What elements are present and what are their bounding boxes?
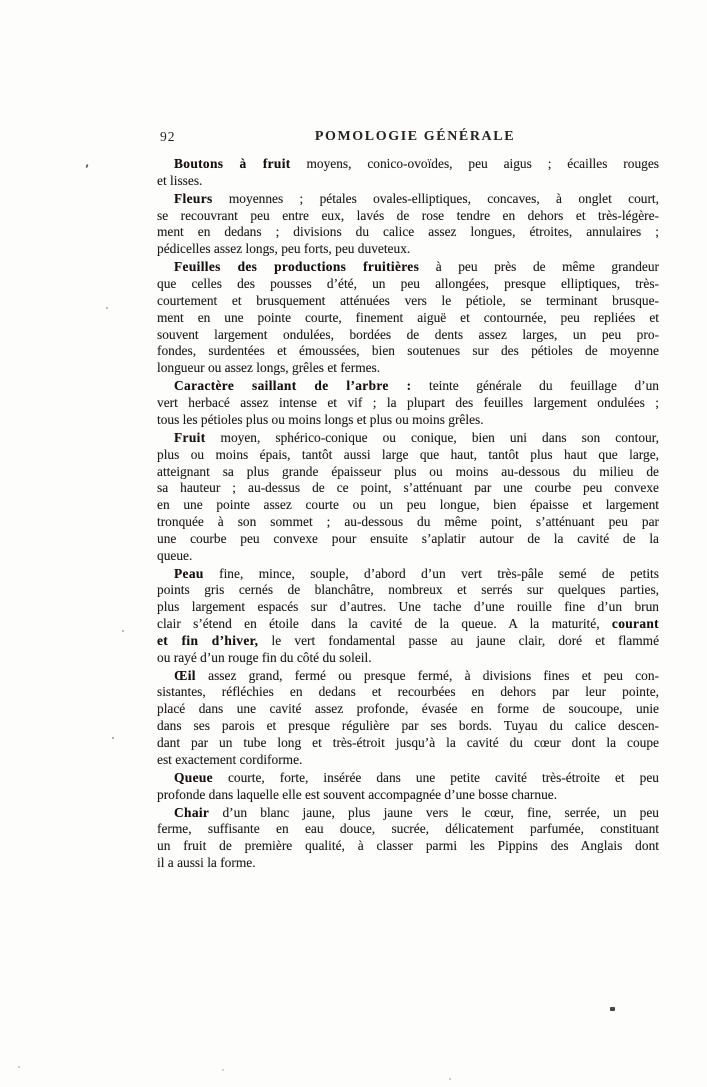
text-segment: moyen, sphérico-conique ou conique, bien uni dans son contour,: [205, 429, 659, 445]
text-segment: placé dans une cavité assez profonde, évasée en forme de soucoupe, unie: [157, 701, 659, 717]
text-segment: clair s’étend en étoile dans la cavité de la queue. A la maturité,: [157, 616, 612, 631]
text-segment: dans ses parois et presque régulière par ses bords. Tuyau du calice descen-: [157, 718, 659, 734]
text-line: [157, 514, 659, 531]
text-line: [157, 224, 659, 241]
text-line: [157, 701, 659, 718]
text-line: [157, 327, 659, 344]
text-line: [157, 548, 659, 565]
ink-speck: [222, 1069, 224, 1071]
text-line: [157, 735, 659, 752]
text-line: [157, 208, 659, 225]
ink-speck: [112, 737, 114, 739]
paragraph: [157, 378, 659, 428]
text-segment: vert herbacé assez intense et vif ; la plupart des feuilles largement ondulées ;: [157, 395, 659, 411]
text-line: [157, 156, 659, 173]
text-segment: ferme, suffisante en eau douce, sucrée, délicatement parfumée, constituant: [157, 821, 659, 837]
text-line: [157, 684, 659, 701]
bold-lead-word: Peau: [174, 565, 204, 581]
text-line: [157, 191, 659, 208]
text-segment: fondes, surdentées et émoussées, bien soutenues sur des pétioles de moyenne: [157, 343, 659, 359]
text-line: [157, 770, 659, 787]
text-segment: ou rayé d’un rouge fin du côté du soleil.: [157, 649, 372, 665]
text-line: [157, 805, 659, 822]
text-segment: tous les pétioles plus ou moins longs et plus ou moins grêles.: [157, 411, 484, 427]
text-segment: teinte générale du feuillage d’un: [411, 378, 659, 394]
running-title: POMOLOGIE GÉNÉRALE: [314, 129, 516, 144]
text-segment: tronquée à son sommet ; au-dessous du même point, s’atténuant peu par: [157, 513, 659, 529]
text-line: [157, 787, 659, 804]
text-segment: sistantes, réfléchies en dedans et recourbées en dehors par leur pointe,: [157, 684, 659, 700]
text-line: [157, 668, 659, 685]
text-segment: un fruit de première qualité, à classer parmi les Pippins des Anglais dont: [157, 838, 659, 854]
text-segment: moyens, conico-ovoïdes, peu aigus ; écailles rouges: [290, 156, 659, 171]
text-line: [157, 464, 659, 481]
text-line: [157, 838, 659, 855]
text-line: [157, 497, 659, 514]
text-line: [157, 633, 659, 650]
paragraph: [157, 770, 659, 804]
page-header: [157, 129, 659, 147]
text-segment: le vert fondamental passe au jaune clair, doré et flammé: [258, 632, 659, 648]
text-line: [157, 360, 659, 377]
text-segment: dant par un tube long et très-étroit jusqu’à la cavité du cœur dont la coupe: [157, 734, 659, 750]
text-segment: courte, forte, insérée dans une petite cavité très-étroite et peu: [212, 769, 659, 785]
paragraph: [157, 566, 659, 667]
text-segment: en une pointe assez courte ou un peu longue, bien épaisse et largement: [157, 497, 659, 513]
text-line: [157, 430, 659, 447]
text-segment: à peu près de même grandeur: [419, 259, 659, 275]
text-line: [157, 293, 659, 310]
text-line: [157, 378, 659, 395]
text-segment: plus ou moins épais, tantôt aussi large que haut, tantôt plus haut que large,: [157, 446, 659, 462]
text-segment: que celles des pousses d’été, un peu allongées, presque elliptiques, très-: [157, 276, 659, 292]
text-line: [157, 752, 659, 769]
text-segment: d’un blanc jaune, plus jaune vers le cœur, fine, serrée, un peu: [209, 804, 659, 820]
text-segment: souvent largement ondulées, bordées de dents assez larges, un peu pro-: [157, 326, 659, 342]
text-line: [157, 718, 659, 735]
bold-lead-word: Queue: [174, 769, 213, 785]
text-line: [157, 412, 659, 429]
text-segment: et lisses.: [157, 172, 203, 188]
text-line: [157, 531, 659, 548]
text-segment: pédicelles assez longs, peu forts, peu duveteux.: [157, 241, 411, 257]
text-segment: queue.: [157, 547, 193, 563]
text-line: [157, 855, 659, 872]
ink-speck: [85, 164, 88, 168]
text-segment: il a aussi la forme.: [157, 855, 256, 871]
text-segment: points gris cernés de blanchâtre, nombreux et serrés sur quelques parties,: [157, 582, 659, 598]
text-segment: est exactement cordiforme.: [157, 751, 303, 767]
text-segment: une courbe peu convexe pour ensuite s’aplatir autour de la cavité de la: [157, 530, 659, 546]
text-line: [157, 616, 659, 633]
text-line: [157, 343, 659, 360]
bold-lead-word: courant: [611, 616, 659, 631]
text-line: [157, 276, 659, 293]
text-segment: moyennes ; pétales ovales-elliptiques, concaves, à onglet court,: [212, 190, 659, 206]
bold-lead-word: Fruit: [174, 429, 206, 445]
text-line: [157, 582, 659, 599]
paragraph: [157, 191, 659, 258]
bold-lead-word: et fin d’hiver,: [157, 632, 259, 648]
text-line: [157, 259, 659, 276]
paragraph: [157, 259, 659, 377]
bold-lead-word: Fleurs: [174, 190, 213, 206]
text-line: [157, 821, 659, 838]
text-line: [157, 310, 659, 327]
bold-lead-word: Boutons à fruit: [174, 156, 291, 171]
paragraph: [157, 668, 659, 769]
text-line: [157, 173, 659, 190]
text-segment: sa hauteur ; au-dessus de ce point, s’atténuant par une courbe peu convexe: [157, 480, 659, 496]
text-segment: atteignant sa plus grande épaisseur plus ou moins au-dessous du milieu de: [157, 463, 659, 479]
text-segment: courtement et brusquement atténuées vers le pétiole, se terminant brusque-: [157, 292, 659, 308]
text-segment: fine, mince, souple, d’abord d’un vert très-pâle semé de petits: [203, 565, 659, 581]
ink-speck: [122, 630, 124, 632]
bold-lead-word: Chair: [174, 804, 210, 820]
paragraph: [157, 156, 659, 190]
text-line: [157, 599, 659, 616]
body-text: [157, 156, 659, 873]
text-segment: plus largement espacés sur d’autres. Une tache d’une rouille fine d’un brun: [157, 599, 659, 615]
text-line: [157, 447, 659, 464]
text-line: [157, 566, 659, 583]
text-line: [157, 395, 659, 412]
text-segment: profonde dans laquelle elle est souvent accompagnée d’une bosse charnue.: [157, 786, 558, 802]
paragraph: [157, 430, 659, 564]
ink-speck: [449, 1078, 451, 1080]
bold-lead-word: Œil: [174, 667, 196, 683]
text-segment: se recouvrant peu entre eux, lavés de rose tendre en dehors et très-légère-: [157, 207, 659, 223]
text-line: [157, 480, 659, 497]
text-segment: assez grand, fermé ou presque fermé, à divisions fines et peu con-: [195, 667, 659, 683]
paragraph: [157, 805, 659, 872]
page-number: 92: [160, 129, 176, 144]
text-segment: ment en dedans ; divisions du calice assez longues, étroites, annulaires ;: [157, 224, 659, 240]
bold-lead-word: Feuilles des productions fruitières: [174, 259, 420, 275]
text-segment: ment en une pointe courte, finement aiguë et contournée, peu repliées et: [157, 309, 659, 325]
text-line: [157, 650, 659, 667]
ink-speck: [18, 1066, 20, 1068]
text-segment: longueur ou assez longs, grêles et fermes.: [157, 360, 381, 376]
bold-lead-word: Caractère saillant de l’arbre :: [174, 378, 412, 394]
ink-speck: [106, 307, 108, 309]
ink-speck: [610, 1007, 615, 1011]
text-line: [157, 241, 659, 258]
